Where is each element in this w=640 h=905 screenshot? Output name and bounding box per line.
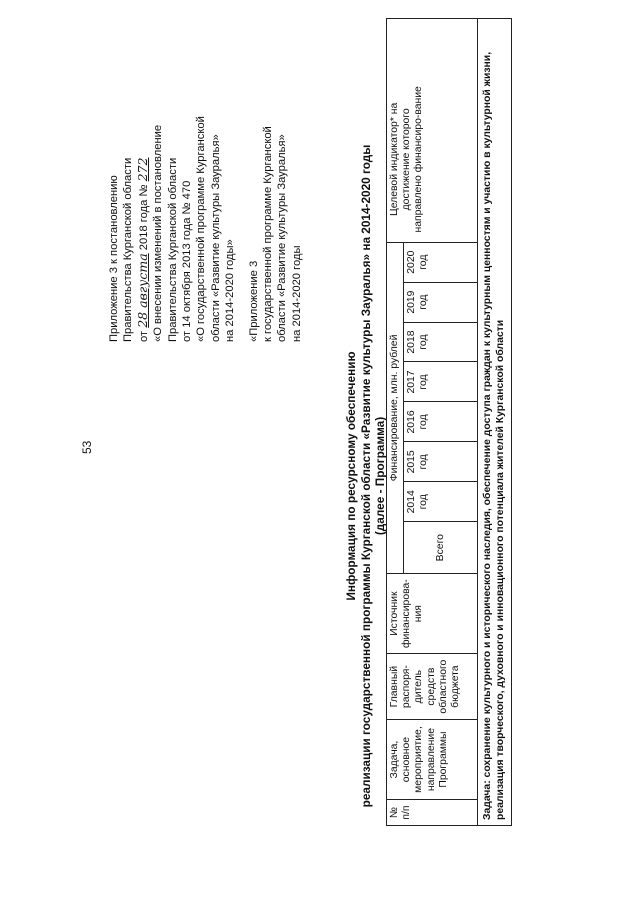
annex-line: «Приложение 3 (247, 260, 260, 342)
header-year: 2015 год (404, 442, 478, 482)
header-task: Задача, основное мероприятие, направление Программы (387, 720, 478, 800)
header-target-indicator: Целевой индикатор* на достижение которого направлено финансиро-вание (387, 19, 478, 243)
header-year: 2014 год (404, 482, 478, 522)
approval-date-line (136, 42, 151, 342)
approval-line: области «Развитие культуры Зауралья» (209, 134, 222, 342)
page-number: 53 (80, 440, 94, 454)
approval-block (107, 42, 304, 342)
task-row: Задача: сохранение культурного и исторического наследия, обеспечение доступа граждан к культурным ценностям и участию в культурной жизни, реализация творческого, духовного и инновационного потенциала жителей Курганской области (478, 19, 511, 826)
heading-line-3: (далее - Программа) (373, 416, 388, 536)
header-funding: Финансирование, млн. рублей (387, 242, 404, 573)
date-prefix: от (137, 330, 150, 342)
header-administrator: Главный распоря-дитель средств областного бюджета (387, 654, 478, 720)
annex-line: области «Развитие культуры Зауралья» (276, 134, 289, 342)
approval-line: «О внесении изменений в постановление (152, 124, 165, 342)
approval-line: на 2014-2020 годы» (224, 239, 237, 342)
header-year: 2019 год (404, 282, 478, 322)
header-number: № п/п (387, 800, 478, 826)
approval-line: «О государственной программе Курганской (195, 116, 208, 342)
approval-line: Правительства Курганской области (122, 157, 135, 342)
heading-line-1: Информация по ресурсному обеспечению (344, 351, 358, 601)
funding-table (386, 18, 512, 826)
document-heading (344, 116, 388, 836)
handwritten-number: 272 (134, 157, 150, 182)
header-total: Всего (404, 522, 478, 574)
approval-line: Приложение 3 к постановлению (108, 175, 120, 342)
rotated-page (14, 16, 624, 876)
annex-line: к государственной программе Курганской (262, 126, 275, 342)
header-year: 2016 год (404, 402, 478, 442)
date-year: 2018 года № (137, 184, 150, 251)
handwritten-date: 28 августа (134, 253, 150, 328)
annex-line: на 2014-2020 годы (290, 245, 303, 342)
header-year: 2017 год (404, 362, 478, 402)
header-source: Источник финансирова-ния (387, 574, 478, 654)
header-year: 2018 год (404, 322, 478, 362)
approval-line: Правительства Курганской области (166, 157, 179, 342)
approval-line: от 14 октября 2013 года № 470 (181, 180, 194, 342)
heading-line-2: реализации государственной программы Курганской области «Развитие культуры Зауралья» на 2014-2020 годы (358, 144, 373, 808)
header-year: 2020 год (404, 242, 478, 282)
